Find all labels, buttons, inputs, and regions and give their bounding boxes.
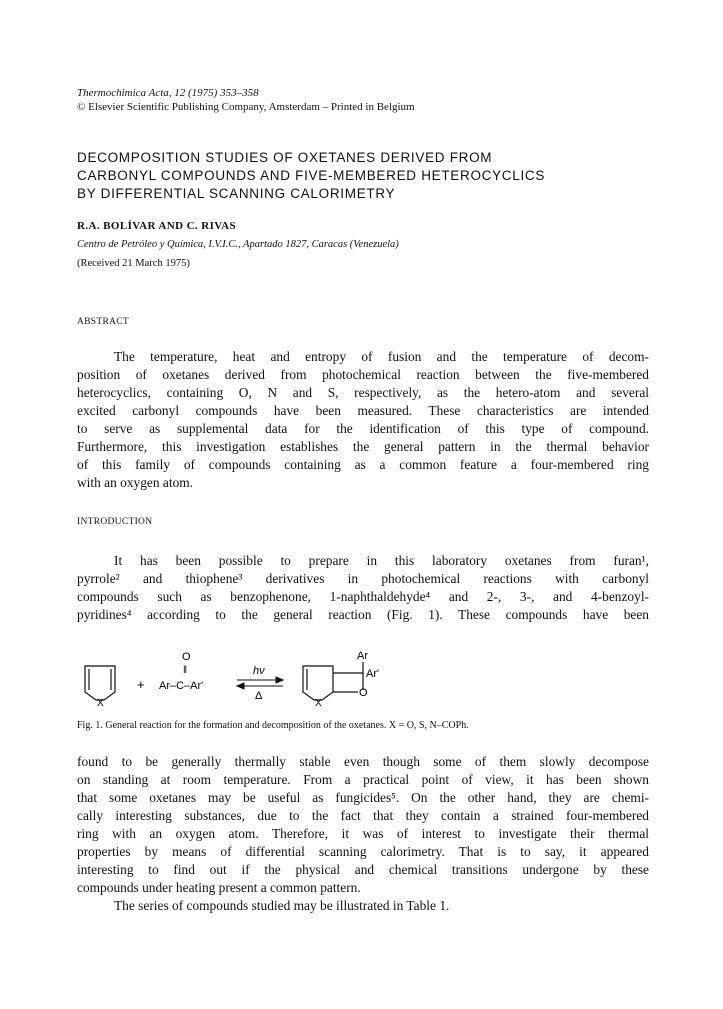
arrow-label-hv: hν bbox=[253, 665, 265, 677]
ring-x-label: X bbox=[97, 698, 104, 709]
reaction-scheme bbox=[77, 640, 657, 715]
text-line: The temperature, heat and entropy of fusion and the temperature of decom- bbox=[114, 349, 649, 364]
text-line: It has been possible to prepare in this laboratory oxetanes from furan¹, bbox=[114, 553, 649, 568]
equilibrium-arrows bbox=[237, 677, 283, 689]
text-line: on standing at room temperature. From a practical point of view, it has been shown bbox=[77, 772, 649, 787]
introduction-heading: INTRODUCTION bbox=[77, 517, 153, 527]
caption-text: General reaction for the formation and decomposition of the oxetanes. bbox=[105, 720, 387, 731]
carbonyl-double-bond: ‖ bbox=[183, 665, 188, 676]
text-line: interesting to find out if the physical and chemical transitions undergone by these bbox=[77, 862, 649, 877]
body-text bbox=[77, 753, 649, 915]
text-line: pyridines⁴ according to the general reaction (Fig. 1). These compounds have been bbox=[77, 607, 649, 622]
product-ar-prime: Ar' bbox=[366, 668, 380, 680]
text-line: heterocyclics, containing O, N and S, respectively, as the hetero-atom and several bbox=[77, 385, 649, 400]
ring-x-label: X bbox=[315, 698, 322, 709]
text-line: compounds such as benzophenone, 1-naphthaldehyde⁴ and 2-, 3-, and 4-benzoyl- bbox=[77, 589, 649, 604]
text-line: to serve as supplemental data for the identification of this type of compound. bbox=[77, 421, 649, 436]
text-line: of this family of compounds containing as a common feature a four-membered ring bbox=[77, 457, 649, 472]
publisher-line: © Elsevier Scientific Publishing Company, Amsterdam – Printed in Belgium bbox=[77, 101, 415, 113]
title-line: DECOMPOSITION STUDIES OF OXETANES DERIVED FROM bbox=[77, 150, 493, 165]
figure-caption bbox=[77, 719, 469, 732]
journal-citation: Thermochimica Acta, 12 (1975) 353–358 bbox=[77, 87, 259, 99]
text-line: that some oxetanes may be useful as fungicides⁵. On the other hand, they are chemi- bbox=[77, 790, 649, 805]
received-date: (Received 21 March 1975) bbox=[77, 258, 190, 269]
paper-title bbox=[77, 149, 657, 203]
caption-x: X bbox=[388, 720, 397, 731]
carbonyl-formula: Ar–C–Ar' bbox=[159, 680, 204, 692]
authors: R.A. BOLÍVAR AND C. RIVAS bbox=[77, 220, 237, 232]
text-line: found to be generally thermally stable even though some of them slowly decompose bbox=[77, 754, 649, 769]
title-line: BY DIFFERENTIAL SCANNING CALORIMETRY bbox=[77, 186, 396, 201]
caption-suffix: = O, S, N–COPh. bbox=[396, 720, 469, 731]
arrow-label-delta: Δ bbox=[255, 690, 263, 702]
text-line: excited carbonyl compounds have been measured. These characteristics are intended bbox=[77, 403, 649, 418]
plus-sign: + bbox=[137, 677, 145, 692]
title-line: CARBONYL COMPOUNDS AND FIVE-MEMBERED HETEROCYCLICS bbox=[77, 168, 546, 183]
heterocycle-reactant bbox=[85, 666, 115, 700]
text-line: The series of compounds studied may be illustrated in Table 1. bbox=[114, 898, 450, 913]
abstract-heading: ABSTRACT bbox=[77, 317, 130, 327]
text-line: ring with an oxygen atom. Therefore, it was of interest to investigate their thermal bbox=[77, 826, 649, 841]
text-line: cally interesting substances, due to the fact that they contain a strained four-membered bbox=[77, 808, 649, 823]
text-line: compounds under heating present a common pattern. bbox=[77, 880, 361, 895]
text-line: Furthermore, this investigation establishes the general pattern in the thermal behavior bbox=[77, 439, 649, 454]
caption-prefix: Fig. 1. bbox=[77, 720, 103, 731]
product-ar: Ar bbox=[357, 650, 368, 662]
introduction-text bbox=[77, 552, 649, 624]
affiliation: Centro de Petróleo y Química, I.V.I.C., Apartado 1827, Caracas (Venezuela) bbox=[77, 239, 399, 250]
journal-header bbox=[77, 86, 415, 114]
text-line: properties by means of differential scanning calorimetry. That is to say, it appeared bbox=[77, 844, 649, 859]
carbonyl-oxygen: O bbox=[182, 651, 191, 663]
text-line: pyrrole² and thiophene³ derivatives in photochemical reactions with carbonyl bbox=[77, 571, 649, 586]
text-line: with an oxygen atom. bbox=[77, 475, 194, 490]
text-line: position of oxetanes derived from photochemical reaction between the five-membered bbox=[77, 367, 649, 382]
oxetane-product bbox=[303, 662, 363, 700]
product-oxygen: O bbox=[359, 687, 368, 699]
abstract-text bbox=[77, 348, 649, 492]
